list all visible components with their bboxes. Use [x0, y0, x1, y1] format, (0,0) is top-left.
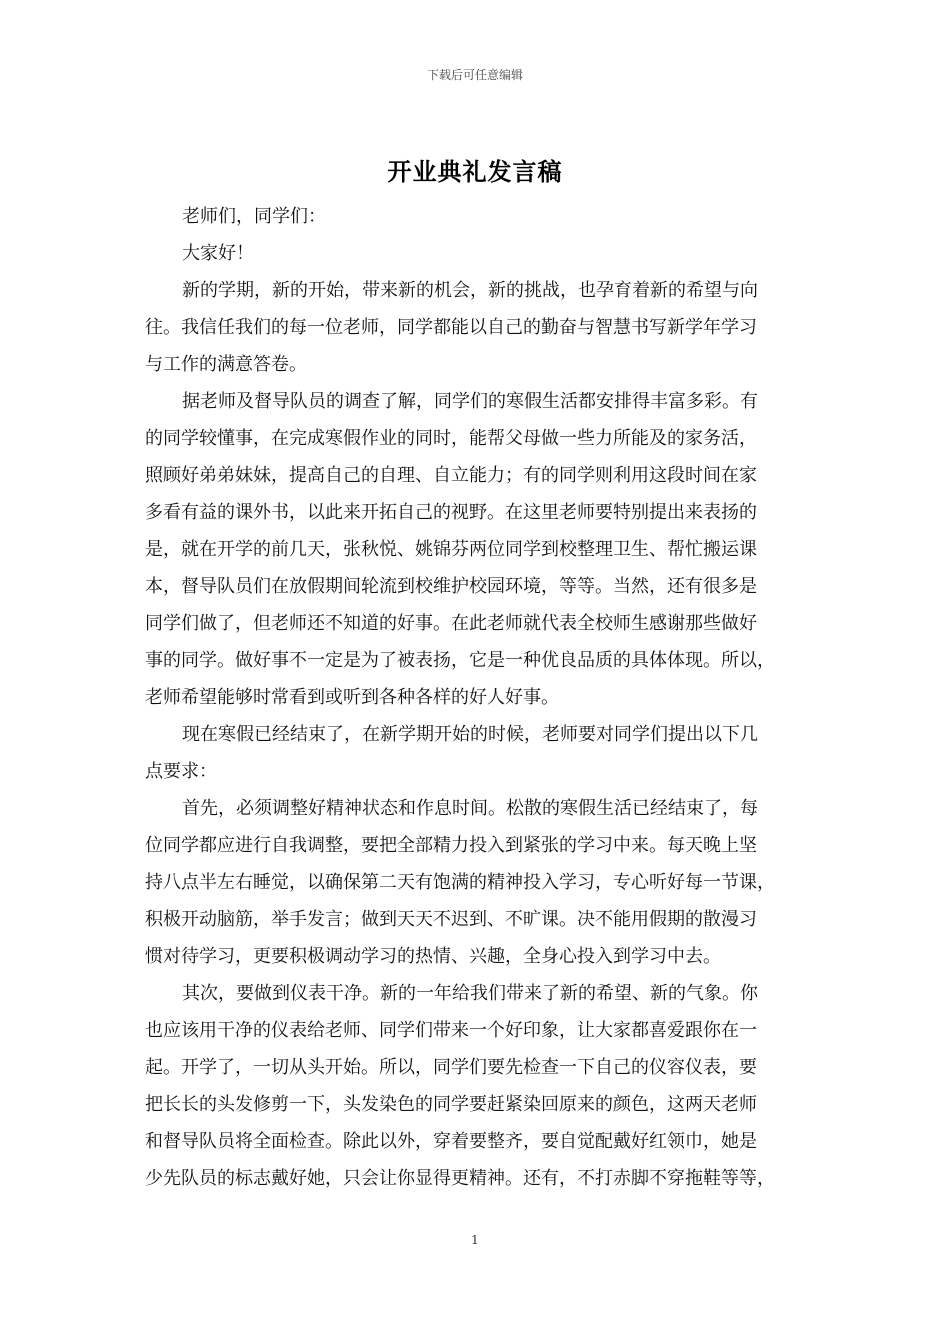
page-number: 1 [471, 1233, 479, 1247]
paragraph-second-requirement: 其次，要做到仪表干净。新的一年给我们带来了新的希望、新的气象。你 也应该用干净的仪表给老师、同学们带来一个好印象，让大家都喜爱跟你在一 起。开学了，一切从头开始。所以，同学们要先检查一下自己的仪容仪表，要 把长长的头发修剪一下，头发染色的同学要赶紧染回原来的颜色，这两天老师 和督导队员将全面检查。除此以外，穿着要整齐，要自觉配戴好红领巾，她是 少先队员的标志戴好她，只会让你显得更精神。还有，不打赤脚不穿拖鞋等等， [145, 983, 775, 1189]
paragraph-salutation: 老师们，同学们： [182, 206, 326, 227]
paragraph-first-requirement: 首先，必须调整好精神状态和作息时间。松散的寒假生活已经结束了，每 位同学都应进行自我调整，要把全部精力投入到紧张的学习中来。每天晚上坚 持八点半左右睡觉，以确保第二天有饱满的精神投入学习，专心听好每一节课， 积极开动脑筋，举手发言；做到天天不迟到、不旷课。决不能用假期的散漫习 惯对待学习，更要积极调动学习的热情、兴趣，全身心投入到学习中去。 [145, 798, 775, 967]
paragraph-requirements-intro: 现在寒假已经结束了，在新学期开始的时候，老师要对同学们提出以下几 点要求： [145, 724, 758, 782]
document-body [145, 198, 821, 1197]
header-note: 下载后可任意编辑 [426, 68, 523, 82]
paragraph-greeting: 大家好！ [182, 243, 254, 264]
document-title: 开业典礼发言稿 [387, 157, 563, 186]
paragraph-winter-break: 据老师及督导队员的调查了解，同学们的寒假生活都安排得丰富多彩。有 的同学较懂事，在完成寒假作业的同时，能帮父母做一些力所能及的家务活， 照顾好弟弟妹妹，提高自己的自理、自立能力；有的同学则利用这段时间在家 多看有益的课外书，以此来开拓自己的视野。在这里老师要特别提出来表扬的 是，就在开学的前几天，张秋悦、姚锦芬两位同学到校整理卫生、帮忙搬运课 本，督导队员们在放假期间轮流到校维护校园环境，等等。当然，还有很多是 同学们做了，但老师还不知道的好事。在此老师就代表全校师生感谢那些做好 事的同学。做好事不一定是为了被表扬，它是一种优良品质的具体体现。所以， 老师希望能够时常看到或听到各种各样的好人好事。 [145, 391, 775, 708]
paragraph-new-semester: 新的学期，新的开始，带来新的机会，新的挑战，也孕育着新的希望与向 往。我信任我们的每一位老师，同学都能以自己的勤奋与智慧书写新学年学习 与工作的满意答卷。 [145, 280, 758, 375]
